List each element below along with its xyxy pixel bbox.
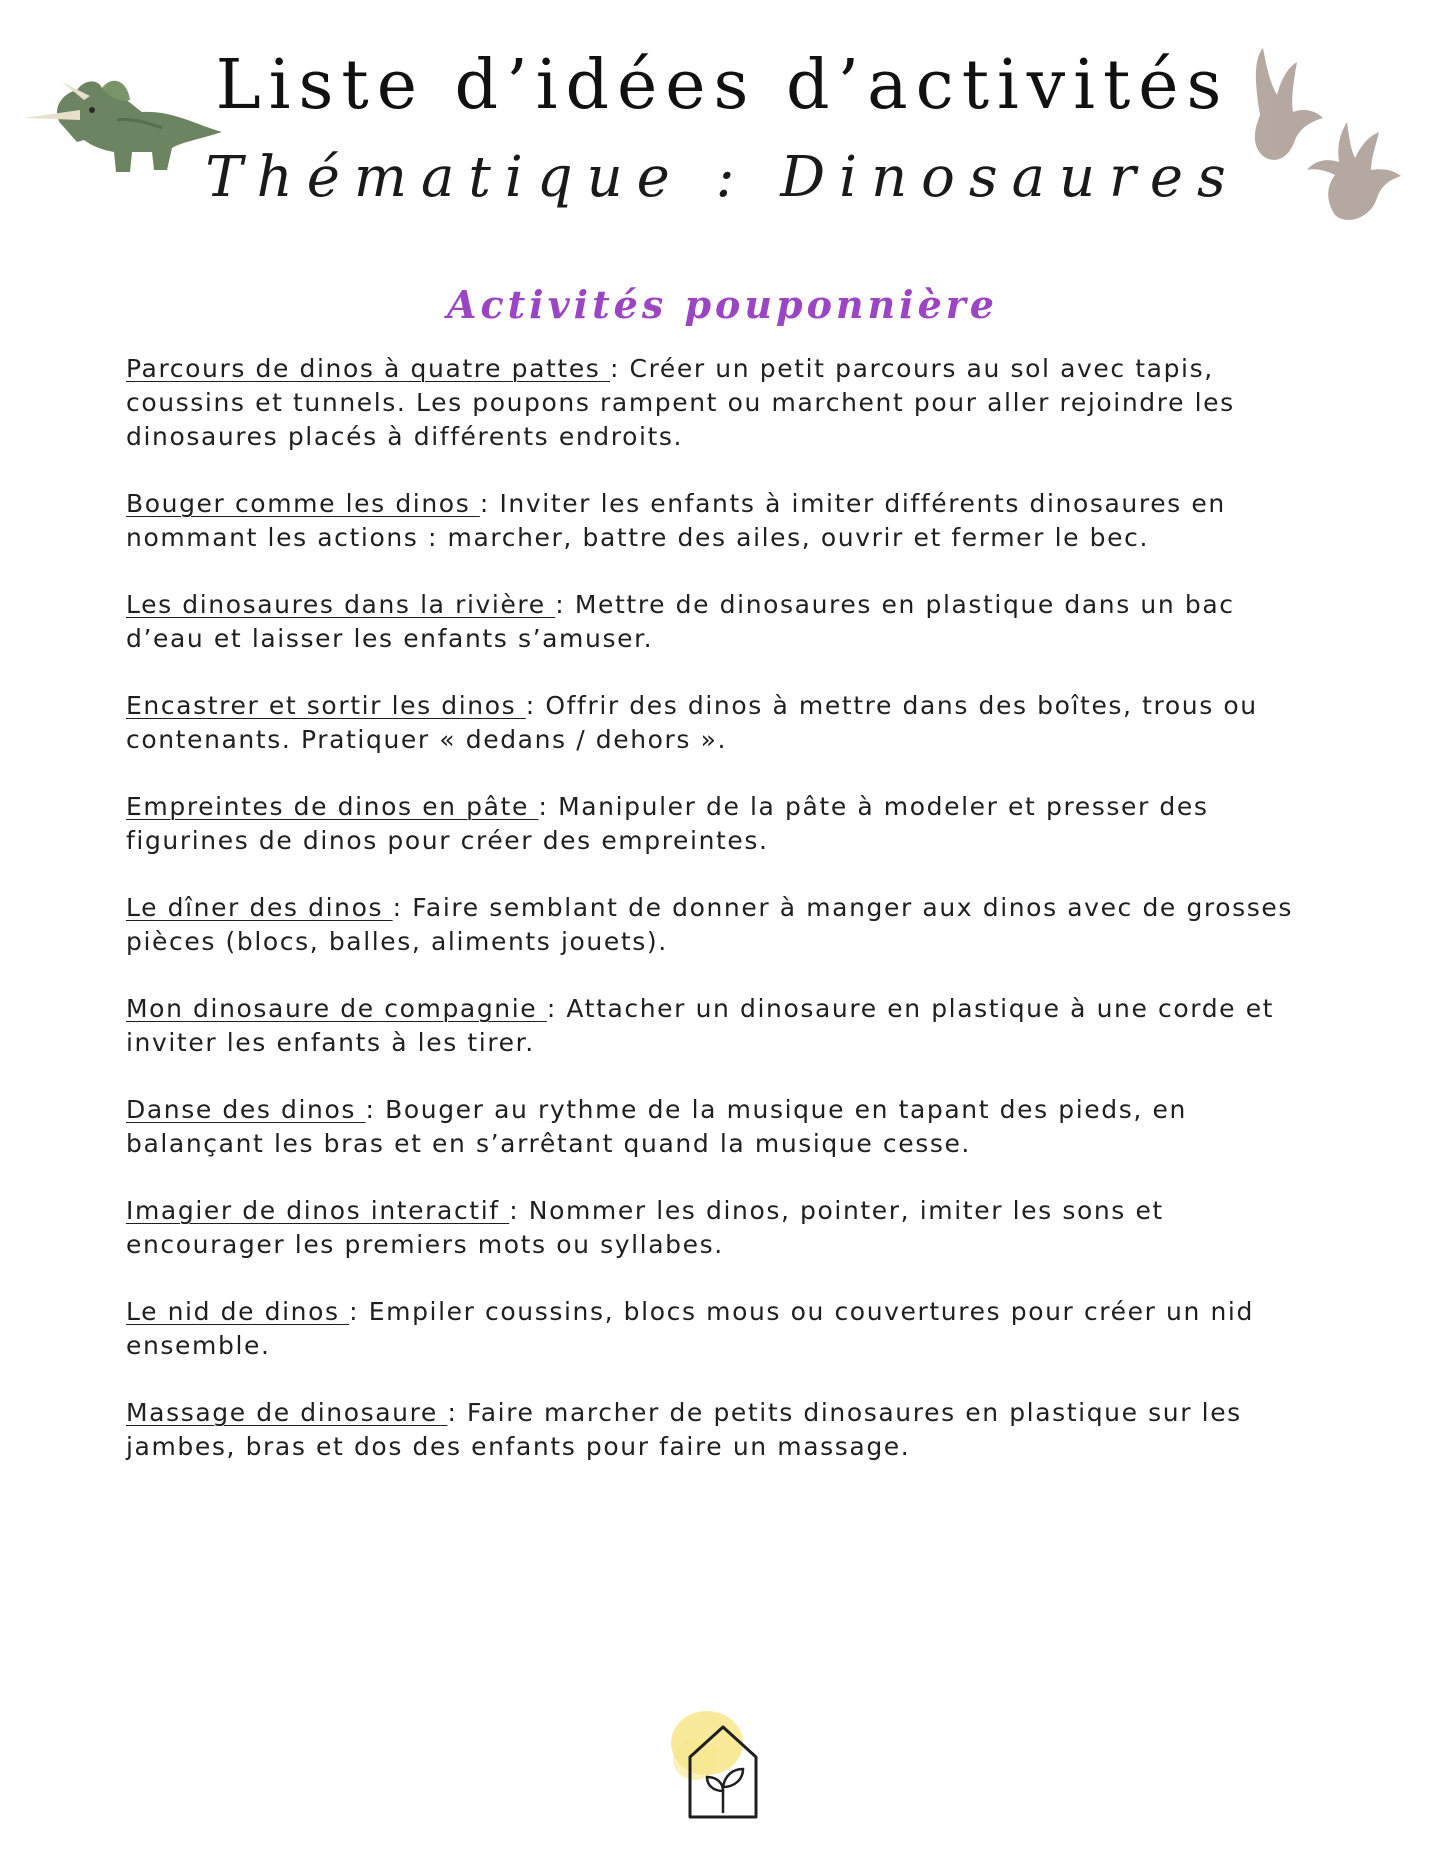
activity-name: Mon dinosaure de compagnie	[126, 994, 547, 1023]
activity-item	[126, 588, 1306, 656]
activity-name: Le dîner des dinos	[126, 893, 393, 922]
activity-name: Danse des dinos	[126, 1095, 366, 1124]
activity-name: Les dinosaures dans la rivière	[126, 590, 556, 619]
activity-name: Imagier de dinos interactif	[126, 1196, 510, 1225]
activity-description: : Nommer les dinos, pointer, imiter les sons et encourager les premiers mots ou syllabes.	[126, 1196, 1164, 1259]
activity-name: Bouger comme les dinos	[126, 489, 480, 518]
page-title: Liste d’idées d’activités	[215, 46, 1230, 125]
activity-name: Parcours de dinos à quatre pattes	[126, 354, 610, 383]
activity-item	[126, 689, 1306, 757]
activity-name: Empreintes de dinos en pâte	[126, 792, 539, 821]
activity-item	[126, 1396, 1306, 1464]
page-subtitle: Thématique : Dinosaures	[205, 145, 1240, 210]
activity-description: : Inviter les enfants à imiter différents dinosaures en nommant les actions : marcher, battre des ailes, ouvrir et fermer le bec.	[126, 489, 1226, 552]
activity-name: Massage de dinosaure	[126, 1398, 448, 1427]
activity-description: : Manipuler de la pâte à modeler et presser des figurines de dinos pour créer des empreintes.	[126, 792, 1209, 855]
section-heading: Activités pouponnière	[446, 282, 998, 327]
activity-description: : Empiler coussins, blocs mous ou couvertures pour créer un nid ensemble.	[126, 1297, 1254, 1360]
activity-item	[126, 992, 1306, 1060]
activity-description: : Faire semblant de donner à manger aux dinos avec de grosses pièces (blocs, balles, aliments jouets).	[126, 893, 1293, 956]
activity-item	[126, 891, 1306, 959]
activity-item	[126, 487, 1306, 555]
activity-item	[126, 1093, 1306, 1161]
activity-name: Le nid de dinos	[126, 1297, 350, 1326]
activity-description: : Mettre de dinosaures en plastique dans un bac d’eau et laisser les enfants s’amuser.	[126, 590, 1235, 653]
activity-item	[126, 352, 1306, 454]
activity-description: : Offrir des dinos à mettre dans des boîtes, trous ou contenants. Pratiquer « dedans / dehors ».	[126, 691, 1258, 754]
activity-description: : Créer un petit parcours au sol avec tapis, coussins et tunnels. Les poupons rampent ou marchent pour aller rejoindre les dinosaures placés à différents endroits.	[126, 354, 1235, 451]
activity-item	[126, 790, 1306, 858]
activity-name: Encastrer et sortir les dinos	[126, 691, 526, 720]
activity-item	[126, 1194, 1306, 1262]
activity-item	[126, 1295, 1306, 1363]
activity-description: : Bouger au rythme de la musique en tapant des pieds, en balançant les bras et en s’arrêtant quand la musique cesse.	[126, 1095, 1187, 1158]
activity-description: : Attacher un dinosaure en plastique à une corde et inviter les enfants à les tirer.	[126, 994, 1275, 1057]
activity-list	[126, 352, 1306, 1497]
house-sprout-logo-icon	[665, 1705, 780, 1820]
activity-description: : Faire marcher de petits dinosaures en plastique sur les jambes, bras et dos des enfants pour faire un massage.	[126, 1398, 1242, 1461]
